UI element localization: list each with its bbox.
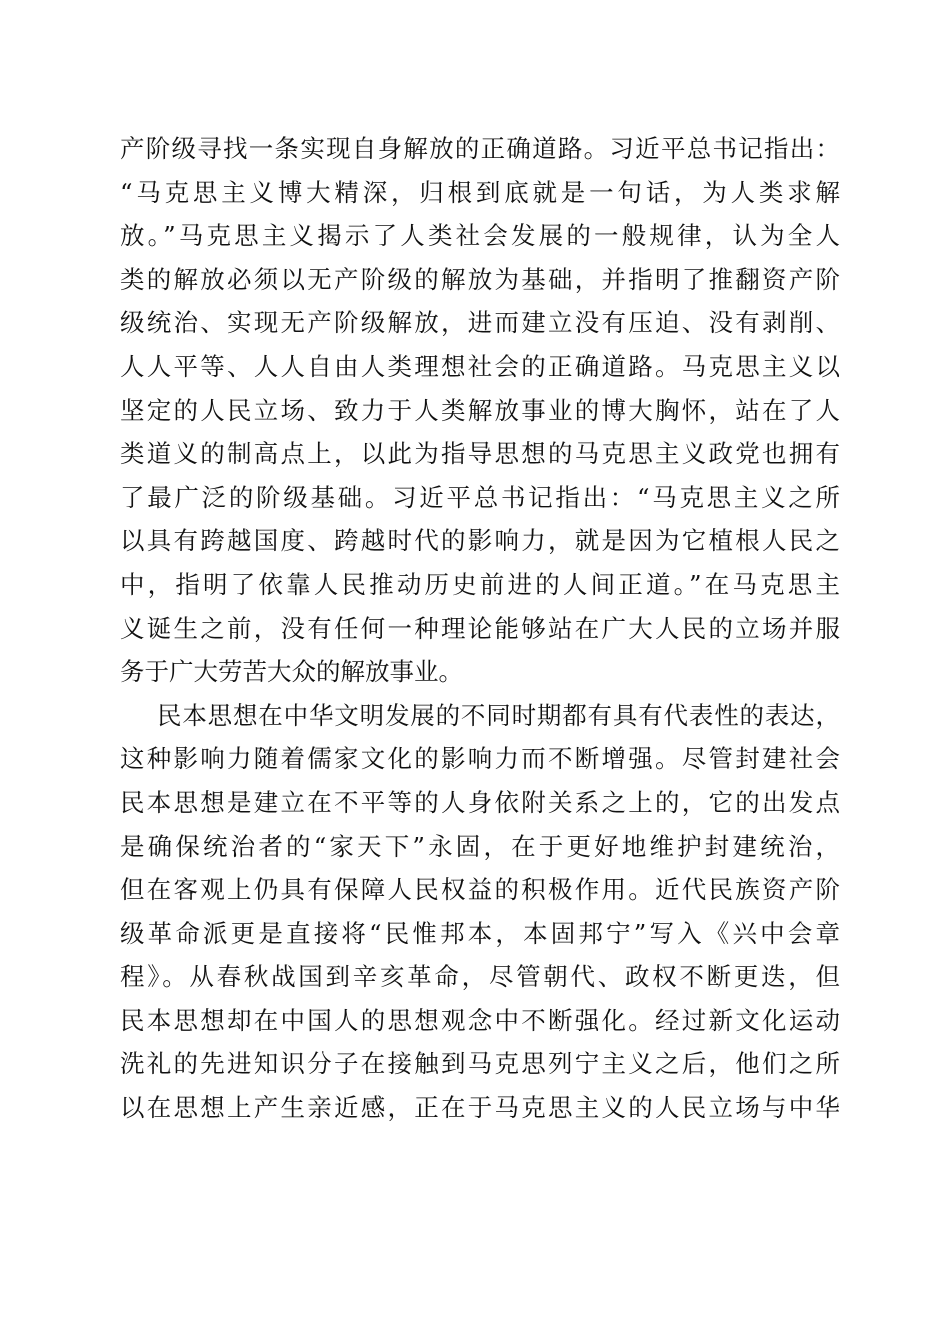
text-line: 产阶级寻找一条实现自身解放的正确道路。习近平总书记指出：	[120, 134, 840, 163]
text-line: 这种影响力随着儒家文化的影响力而不断增强。尽管封建社会	[120, 744, 840, 774]
document-body	[120, 127, 840, 1130]
text-line: 类道义的制高点上，以此为指导思想的马克思主义政党也拥有	[120, 439, 840, 469]
paragraph	[120, 694, 840, 1130]
text-line: 以具有跨越国度、跨越时代的影响力，就是因为它植根人民之	[120, 526, 840, 556]
text-line: 了最广泛的阶级基础。习近平总书记指出：“马克思主义之所	[120, 482, 840, 512]
text-line: 级革命派更是直接将“民惟邦本，本固邦宁”写入《兴中会章	[120, 918, 840, 948]
text-line: 中，指明了依靠人民推动历史前进的人间正道。”在马克思主	[120, 569, 840, 599]
text-line: 义诞生之前，没有任何一种理论能够站在广大人民的立场并服	[120, 613, 840, 643]
text-line: 以在思想上产生亲近感，正在于马克思主义的人民立场与中华	[120, 1093, 840, 1123]
text-line: 人人平等、人人自由人类理想社会的正确道路。马克思主义以	[120, 351, 840, 381]
text-line: 但在客观上仍具有保障人民权益的积极作用。近代民族资产阶	[120, 875, 840, 905]
text-line: 坚定的人民立场、致力于人类解放事业的博大胸怀，站在了人	[120, 395, 840, 425]
text-line: “马克思主义博大精深，归根到底就是一句话，为人类求解	[120, 177, 840, 207]
text-line: 务于广大劳苦大众的解放事业。	[120, 657, 463, 687]
text-line: 洗礼的先进知识分子在接触到马克思列宁主义之后，他们之所	[120, 1049, 840, 1079]
paragraph	[120, 127, 840, 694]
text-line: 类的解放必须以无产阶级的解放为基础，并指明了推翻资产阶	[120, 264, 840, 294]
text-line: 放。”马克思主义揭示了人类社会发展的一般规律，认为全人	[120, 221, 840, 251]
text-line: 民本思想却在中国人的思想观念中不断强化。经过新文化运动	[120, 1005, 840, 1035]
text-line: 程》。从春秋战国到辛亥革命，尽管朝代、政权不断更迭，但	[120, 962, 840, 992]
text-line: 是确保统治者的“家天下”永固，在于更好地维护封建统治，	[120, 831, 840, 861]
text-line: 民本思想是建立在不平等的人身依附关系之上的，它的出发点	[120, 787, 840, 817]
text-line: 民本思想在中华文明发展的不同时期都有具有代表性的表达，	[157, 700, 840, 730]
text-line: 级统治、实现无产阶级解放，进而建立没有压迫、没有剥削、	[120, 308, 840, 338]
